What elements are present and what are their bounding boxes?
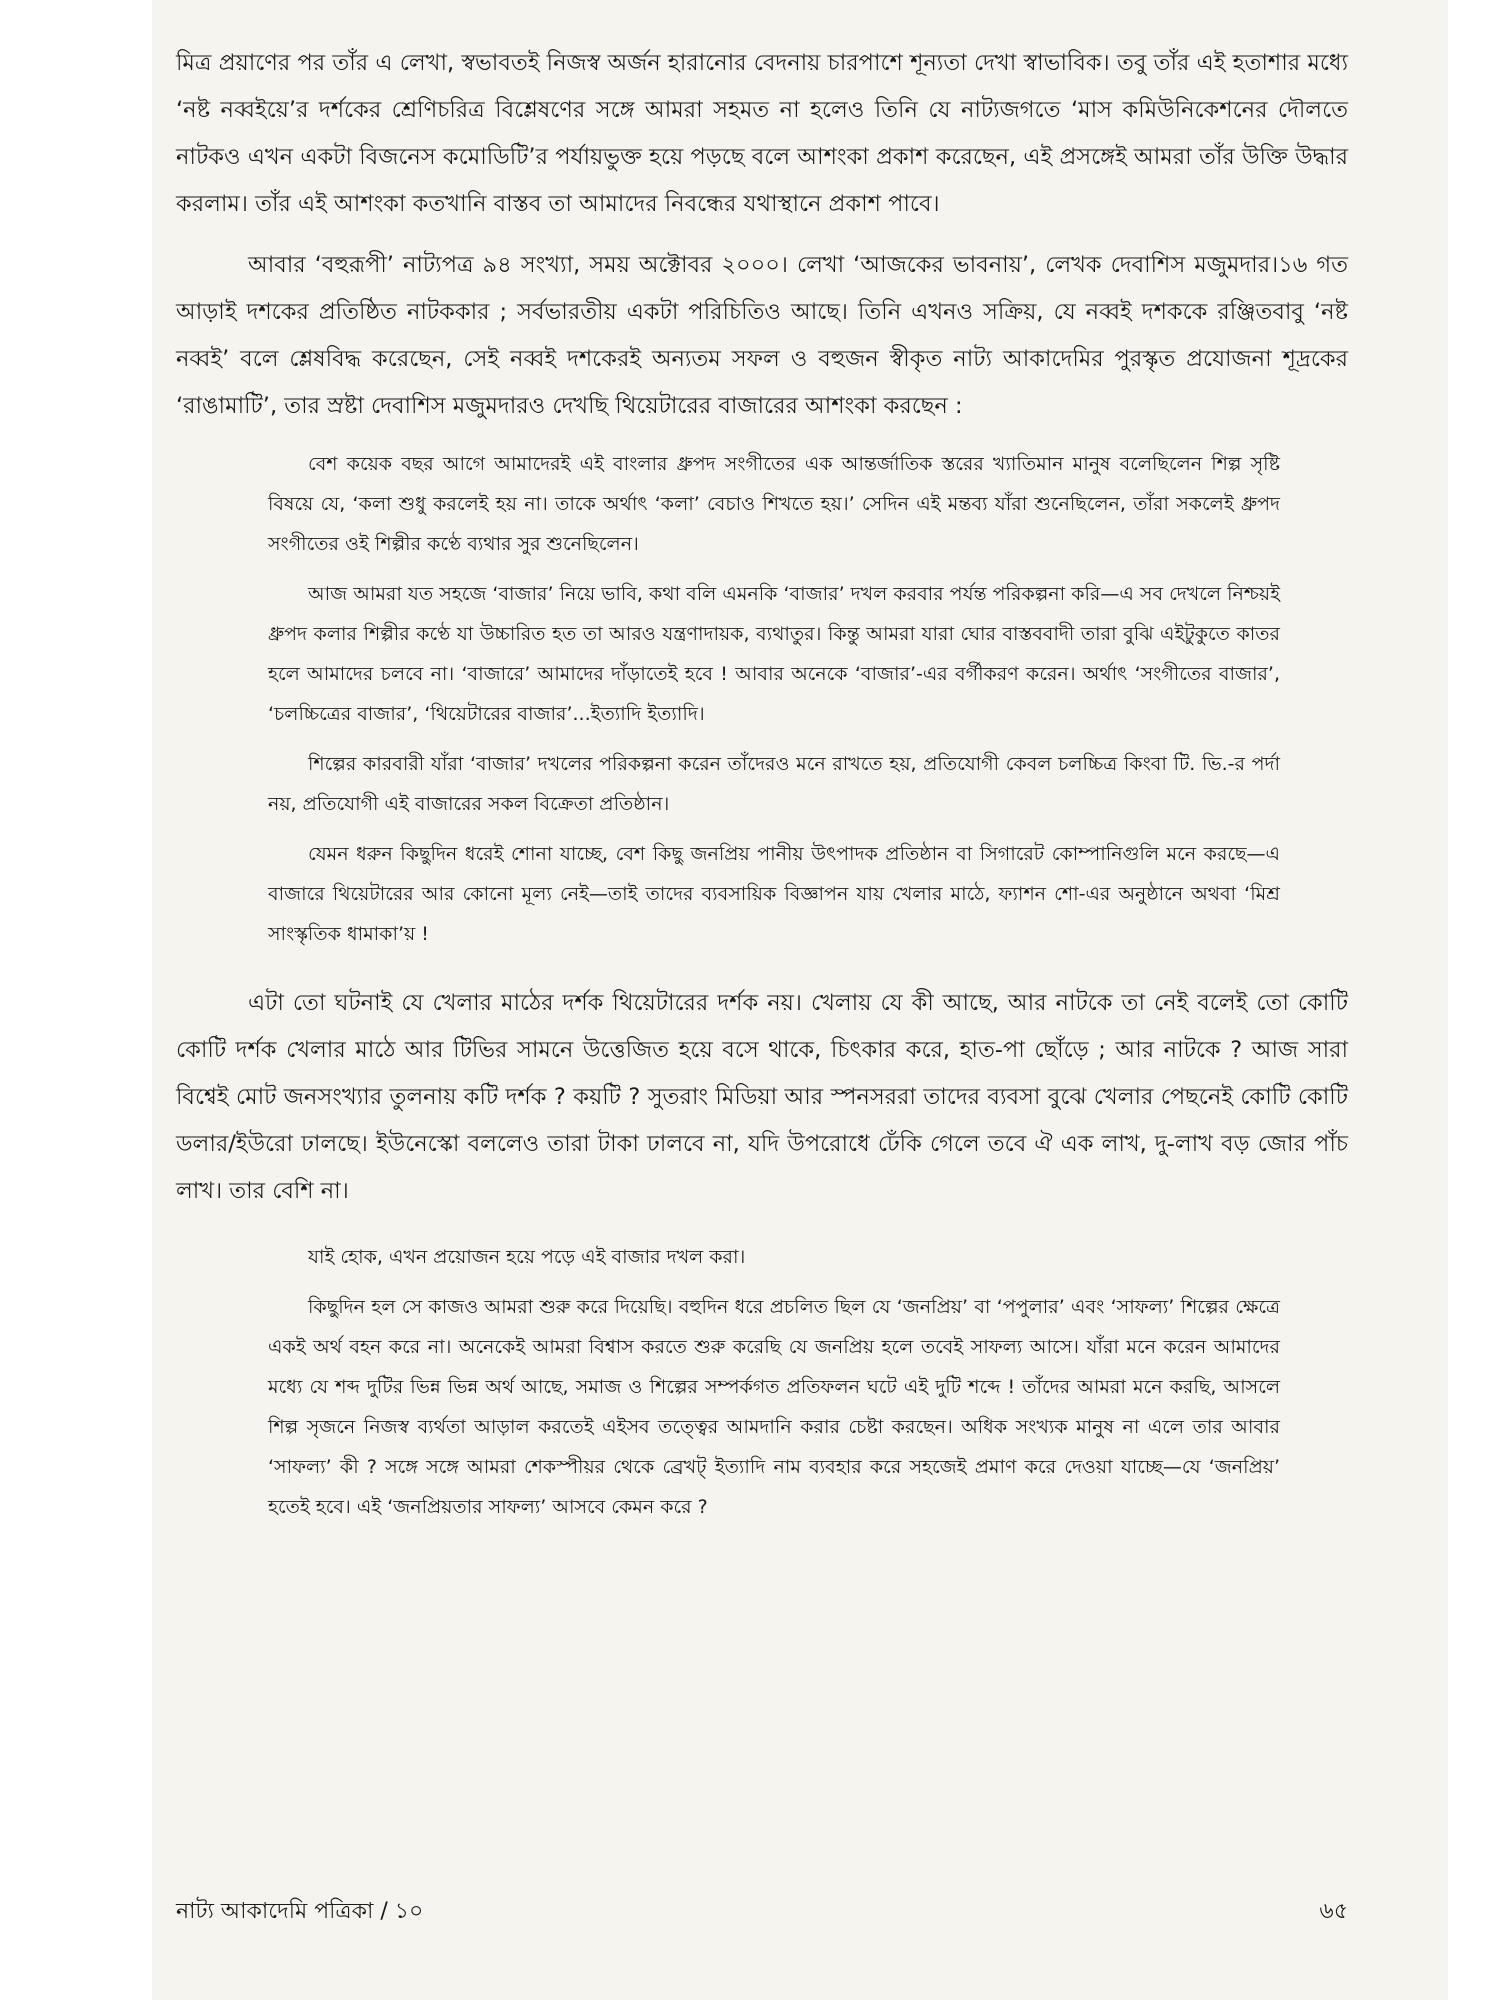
body-paragraph-1: মিত্র প্রয়াণের পর তাঁর এ লেখা, স্বভাবতই নিজস্ব অর্জন হারানোর বেদনায় চারপাশে শূন্যতা দেখা স্বাভাবিক। তবু তাঁর এই হতাশার মধ্যে ‘নষ্ট নব্বইয়ে’র দর্শকের শ্রেণিচরিত্র বিশ্লেষণের সঙ্গে আমরা সহমত না হলেও তিনি যে নাট্যজগতে ‘মাস কমিউনিকেশনের দৌলতে নাটকও এখন একটা বিজনেস কমোডিটি’র পর্যায়ভুক্ত হয়ে পড়ছে বলে আশংকা প্রকাশ করেছেন, এই প্রসঙ্গেই আমরা তাঁর উক্তি উদ্ধার করলাম। তাঁর এই আশংকা কতখানি বাস্তব তা আমাদের নিবন্ধের যথাস্থানে প্রকাশ পাবে। [176,50,1348,217]
quote-paragraph: আজ আমরা যত সহজে ‘বাজার’ নিয়ে ভাবি, কথা বলি এমনকি ‘বাজার’ দখল করবার পর্যন্ত পরিকল্পনা করি—এ সব দেখলে নিশ্চয়ই ধ্রুপদ কলার শিল্পীর কণ্ঠে যা উচ্চারিত হত তা আরও যন্ত্রণাদায়ক, ব্যথাতুর। কিন্তু আমরা যারা ঘোর বাস্তববাদী তারা বুঝি এইটুকুতে কাতর হলে আমাদের চলবে না। ‘বাজারে’ আমাদের দাঁড়াতেই হবে ! আবার অনেকে ‘বাজার’-এর বর্গীকরণ করেন। অর্থাৎ ‘সংগীতের বাজার’, ‘চলচ্চিত্রের বাজার’, ‘থিয়েটারের বাজার’...ইত্যাদি ইত্যাদি। [268,583,1280,725]
body-paragraph-2: আবার ‘বহুরূপী’ নাট্যপত্র ৯৪ সংখ্যা, সময় অক্টোবর ২০০০। লেখা ‘আজকের ভাবনায়’, লেখক দেবাশিস মজুমদার।১৬ গত আড়াই দশকের প্রতিষ্ঠিত নাটককার ; সর্বভারতীয় একটা পরিচিতিও আছে। তিনি এখনও সক্রিয়, যে নব্বই দশককে রঞ্জিতবাবু ‘নষ্ট নব্বই’ বলে শ্লেষবিদ্ধ করেছেন, সেই নব্বই দশকেরই অন্যতম সফল ও বহুজন স্বীকৃত নাট্য আকাদেমির পুরস্কৃত প্রযোজনা শূদ্রকের ‘রাঙামাটি’, তার স্রষ্টা দেবাশিস মজুমদারও দেখছি থিয়েটারের বাজারের আশংকা করছেন : [176,252,1348,419]
quote-paragraph: যাই হোক, এখন প্রয়োজন হয়ে পড়ে এই বাজার দখল করা। [308,1246,746,1268]
quote-paragraph: যেমন ধরুন কিছুদিন ধরেই শোনা যাচ্ছে, বেশ কিছু জনপ্রিয় পানীয় উৎপাদক প্রতিষ্ঠান বা সিগারেট কোম্পানিগুলি মনে করছে—এ বাজারে থিয়েটারের আর কোনো মূল্য নেই—তাই তাদের ব্যবসায়িক বিজ্ঞাপন যায় খেলার মাঠে, ফ্যাশন শো-এর অনুষ্ঠানে অথবা ‘মিশ্র সাংস্কৃতিক ধামাকা’য় ! [268,843,1280,945]
journal-title: নাট্য আকাদেমি পত্রিকা / ১০ [176,1899,424,1924]
book-page [152,0,1448,2000]
block-quote-1 [268,444,1280,954]
page-number: ৬৫ [1319,1899,1348,1924]
page-footer [176,1894,1348,1931]
block-quote-2 [268,1237,1280,1527]
quote-paragraph: কিছুদিন হল সে কাজও আমরা শুরু করে দিয়েছি। বহুদিন ধরে প্রচলিত ছিল যে ‘জনপ্রিয়’ বা ‘পপুলার’ এবং ‘সাফল্য’ শিল্পের ক্ষেত্রে একই অর্থ বহন করে না। অনেকেই আমরা বিশ্বাস করতে শুরু করেছি যে জনপ্রিয় হলে তবেই সাফল্য আসে। যাঁরা মনে করেন আমাদের মধ্যে যে শব্দ দুটির ভিন্ন ভিন্ন অর্থ আছে, সমাজ ও শিল্পের সম্পর্কগত প্রতিফলন ঘটে এই দুটি শব্দে ! তাঁদের আমরা মনে করছি, আসলে শিল্প সৃজনে নিজস্ব ব্যর্থতা আড়াল করতেই এইসব তত্ত্বের আমদানি করার চেষ্টা করছেন। অধিক সংখ্যক মানুষ না এলে তার আবার ‘সাফল্য’ কী ? সঙ্গে সঙ্গে আমরা শেকস্পীয়র থেকে ব্রেখট্ ইত্যাদি নাম ব্যবহার করে সহজেই প্রমাণ করে দেওয়া যাচ্ছে—যে ‘জনপ্রিয়’ হতেই হবে। এই ‘জনপ্রিয়তার সাফল্য’ আসবে কেমন করে ? [268,1296,1280,1518]
quote-paragraph: বেশ কয়েক বছর আগে আমাদেরই এই বাংলার ধ্রুপদ সংগীতের এক আন্তর্জাতিক স্তরের খ্যাতিমান মানুষ বলেছিলেন শিল্প সৃষ্টি বিষয়ে যে, ‘কলা শুধু করলেই হয় না। তাকে অর্থাৎ ‘কলা’ বেচাও শিখতে হয়।’ সেদিন এই মন্তব্য যাঁরা শুনেছিলেন, তাঁরা সকলেই ধ্রুপদ সংগীতের ওই শিল্পীর কণ্ঠে ব্যথার সুর শুনেছিলেন। [268,453,1280,555]
page-body [176,40,1348,1537]
quote-paragraph: শিল্পের কারবারী যাঁরা ‘বাজার’ দখলের পরিকল্পনা করেন তাঁদেরও মনে রাখতে হয়, প্রতিযোগী কেবল চলচ্চিত্র কিংবা টি. ভি.-র পর্দা নয়, প্রতিযোগী এই বাজারের সকল বিক্রেতা প্রতিষ্ঠান। [268,753,1280,815]
body-paragraph-3: এটা তো ঘটনাই যে খেলার মাঠের দর্শক থিয়েটারের দর্শক নয়। খেলায় যে কী আছে, আর নাটকে তা নেই বলেই তো কোটি কোটি দর্শক খেলার মাঠে আর টিভির সামনে উত্তেজিত হয়ে বসে থাকে, চিৎকার করে, হাত-পা ছোঁড়ে ; আর নাটকে ? আজ সারা বিশ্বেই মোট জনসংখ্যার তুলনায় কটি দর্শক ? কয়টি ? সুতরাং মিডিয়া আর স্পনসররা তাদের ব্যবসা বুঝে খেলার পেছনেই কোটি কোটি ডলার/ইউরো ঢালছে। ইউনেস্কো বললেও তারা টাকা ঢালবে না, যদি উপরোধে ঢেঁকি গেলে তবে ঐ এক লাখ, দু-লাখ বড় জোর পাঁচ লাখ। তার বেশি না। [176,990,1348,1204]
